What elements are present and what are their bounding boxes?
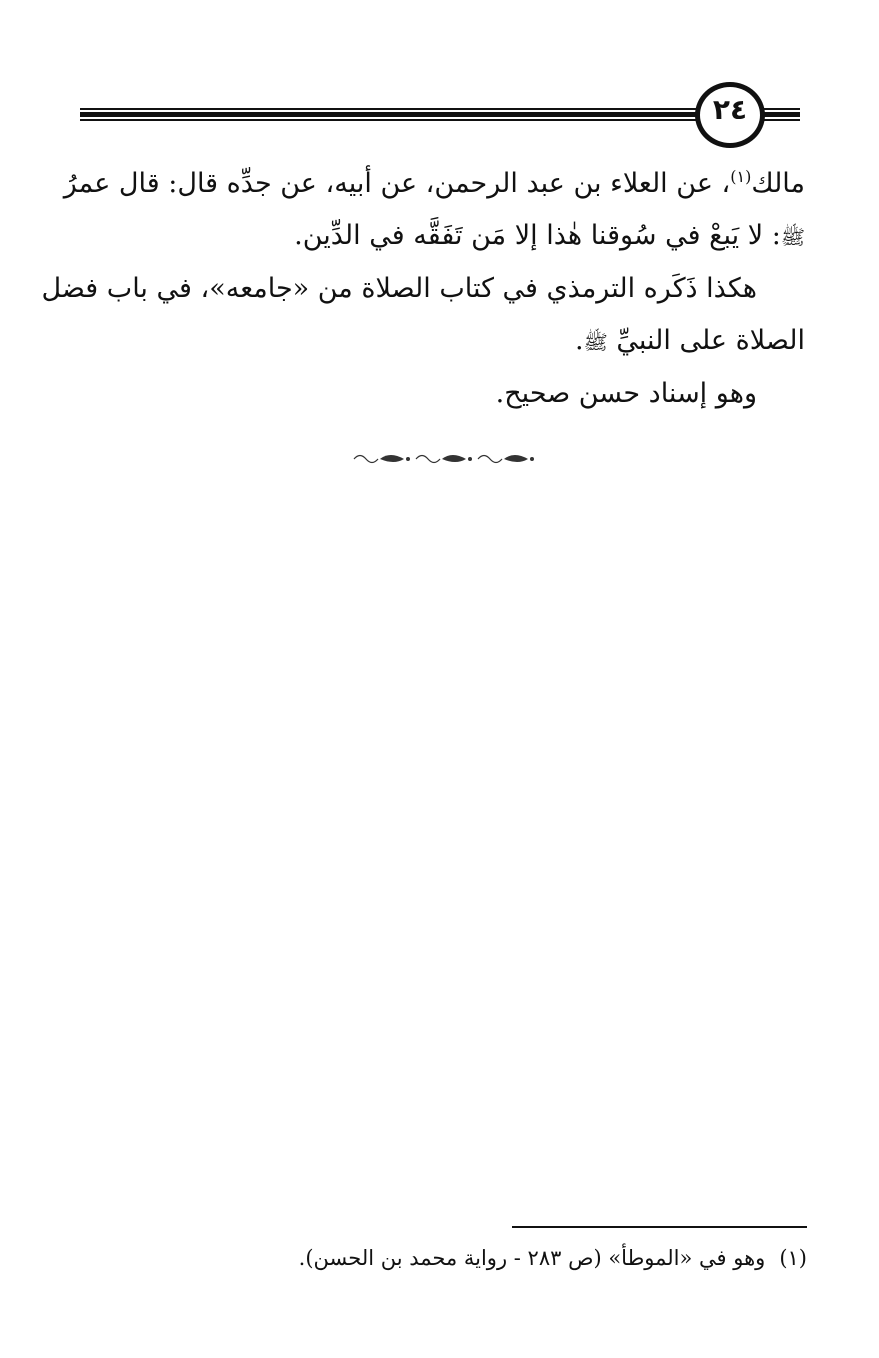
footnote-rule [512, 1226, 807, 1228]
paragraph-2-line-2 [80, 315, 805, 368]
honorific-glyph: ﷺ [780, 225, 805, 249]
text-segment: مالك [751, 168, 805, 199]
footnote-reference[interactable]: (١) [730, 167, 752, 186]
paragraph-1-line-1 [63, 158, 805, 210]
paragraph-2 [41, 263, 805, 368]
header-rule [80, 108, 698, 122]
header-rule-end [762, 108, 800, 122]
ornament-divider [350, 448, 540, 470]
text-segment: الصلاة على النبيِّ [616, 325, 805, 356]
text-segment: . [574, 325, 584, 356]
main-text [41, 158, 805, 420]
text-segment: : لا يَبعْ في سُوقنا هٰذا إلا مَن تَفَقَّه في الدِّين. [294, 220, 781, 251]
footnote [200, 1240, 807, 1276]
paragraph-1 [63, 158, 805, 263]
paragraph-2-line-1: هكذا ذَكَره الترمذي في كتاب الصلاة من «جامعه»، في باب فضل [41, 273, 757, 304]
paragraph-3-line-1: وهو إسناد حسن صحيح. [495, 378, 757, 409]
honorific-glyph: ﷺ [583, 330, 608, 354]
footnote-number: (١) [779, 1246, 807, 1270]
page-number: ٢٤ [712, 93, 748, 126]
text-segment: ، عن العلاء بن عبد الرحمن، عن أبيه، عن جدِّه قال: قال عمرُ [63, 168, 731, 199]
footnote-text: وهو في «الموطأ» (ص ٢٨٣ - رواية محمد بن الحسن). [298, 1246, 766, 1270]
paragraph-1-line-2 [80, 210, 805, 263]
paragraph-3 [80, 368, 805, 420]
